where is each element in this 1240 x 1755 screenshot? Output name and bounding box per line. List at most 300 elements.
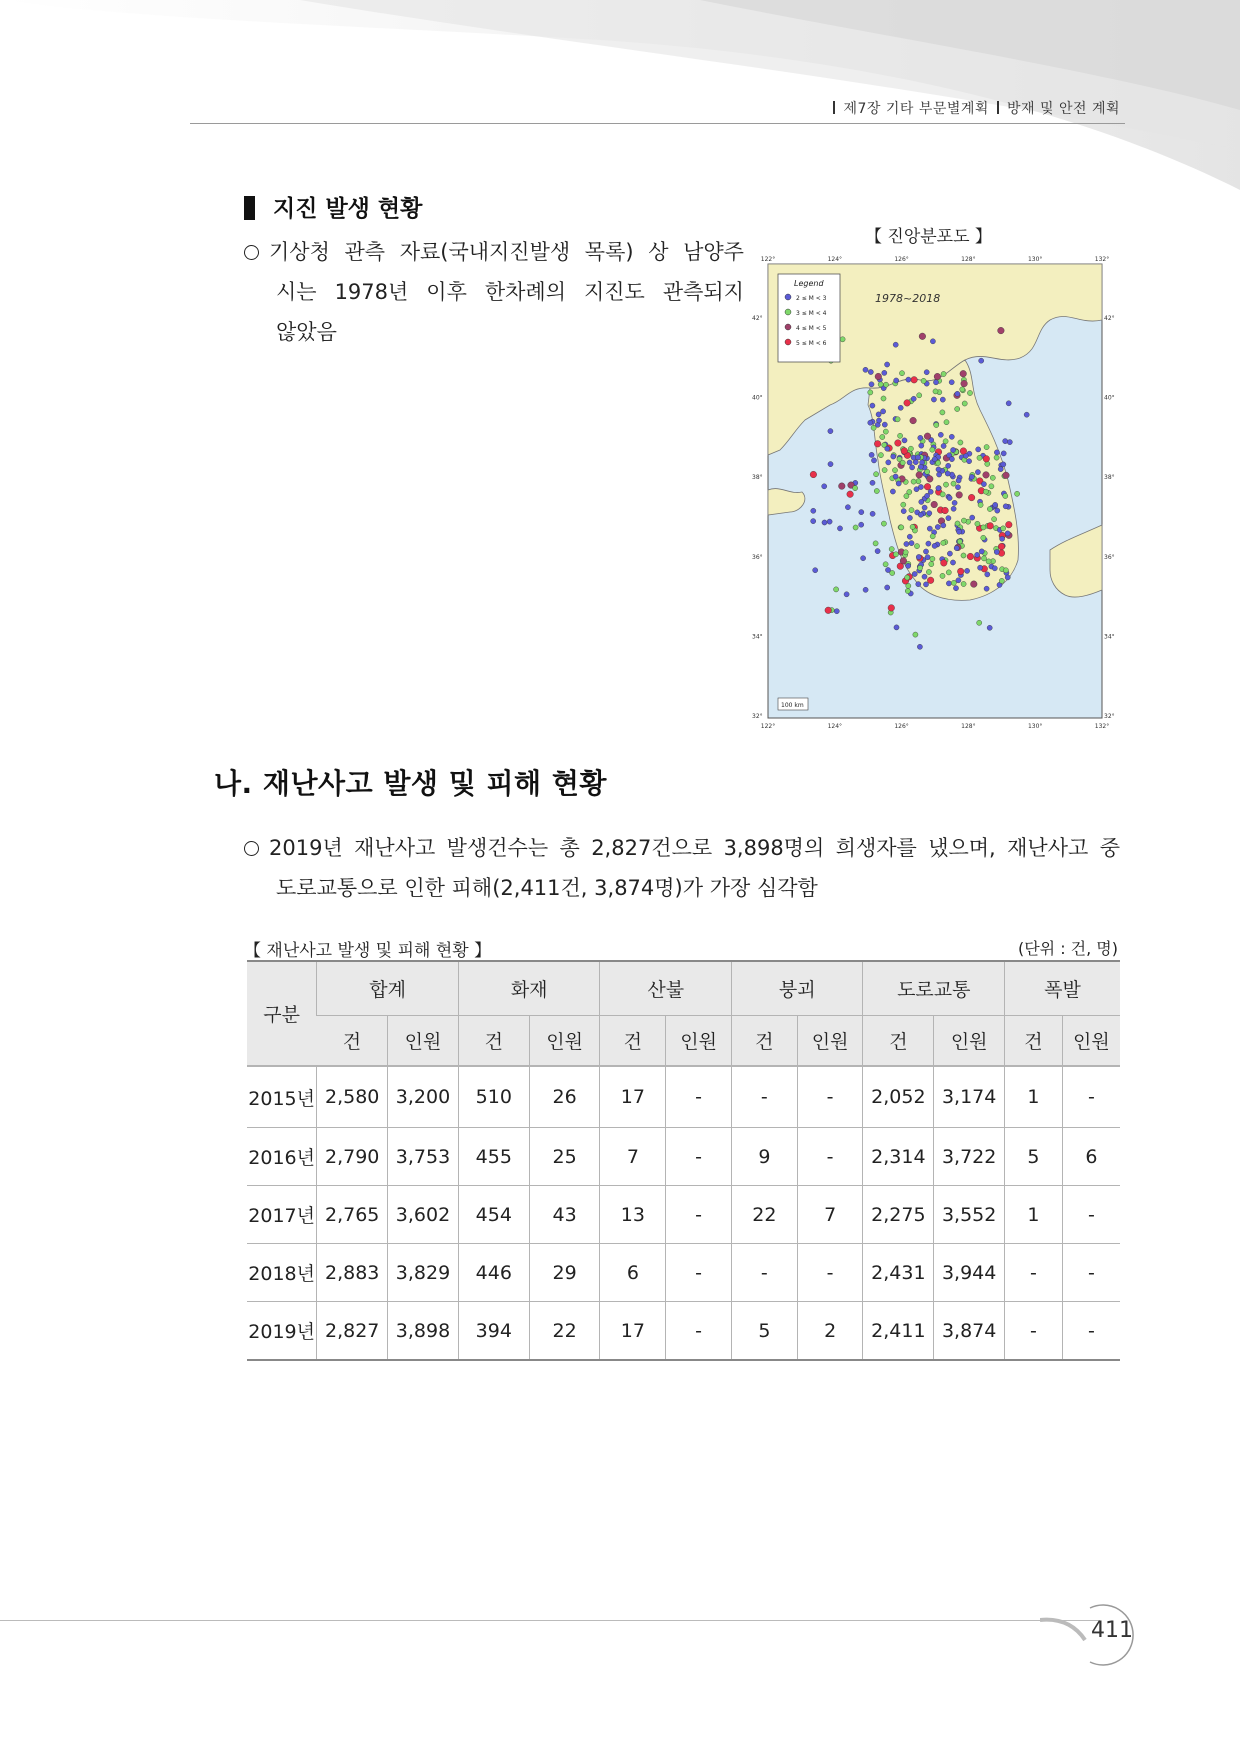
epicenter-dot (822, 520, 827, 525)
epicenter-dot (940, 397, 945, 402)
epicenter-dot (834, 609, 839, 614)
table-cell: - (1062, 1186, 1120, 1244)
map-legend-title: Legend (794, 279, 824, 288)
epicenter-dot (893, 552, 898, 557)
epicenter-dot (930, 556, 935, 561)
table-cell: 3,898 (388, 1302, 459, 1361)
paragraph-line (244, 272, 744, 312)
disaster-paragraph (244, 828, 1120, 908)
epicenter-dot (951, 506, 956, 511)
group-header-cell: 폭발 (1005, 961, 1120, 1016)
epicenter-dot (957, 529, 962, 534)
epicenter-dot (967, 390, 972, 395)
header-separator (997, 101, 999, 114)
epicenter-dot (1015, 491, 1020, 496)
table-cell: 3,552 (934, 1186, 1005, 1244)
table-cell: 2,883 (317, 1244, 388, 1302)
table-subheader-row (247, 1016, 1120, 1067)
epicenter-dot (925, 469, 930, 474)
epicenter-dot (945, 471, 950, 476)
epicenter-dot (909, 508, 914, 513)
epicenter-dot (934, 373, 941, 380)
legend-marker (785, 309, 791, 315)
legend-marker (785, 324, 791, 330)
longitude-label: 132° (1094, 723, 1110, 730)
epicenter-dot (904, 400, 911, 407)
epicenter-dot (891, 454, 896, 459)
table-cell: 7 (797, 1186, 863, 1244)
epicenter-map (750, 250, 1115, 733)
latitude-label: 34° (1104, 633, 1115, 641)
paragraph-line (244, 828, 1120, 868)
epicenter-dot (899, 525, 904, 530)
epicenter-dot (946, 516, 951, 521)
paragraph-word: 관측 (344, 240, 386, 264)
table-cell: - (1005, 1302, 1063, 1361)
epicenter-dot (946, 463, 951, 468)
paragraph-word: 3,898명의 (723, 836, 825, 860)
epicenter-dot (961, 553, 966, 558)
map-scale-label: 100 km (781, 702, 804, 709)
epicenter-dot (960, 448, 967, 455)
epicenter-dot (998, 327, 1005, 334)
epicenter-dot (935, 524, 940, 529)
table-cell: 17 (600, 1066, 666, 1128)
table-cell: 2,275 (863, 1186, 934, 1244)
table-header-row (247, 961, 1120, 1016)
epicenter-dot (871, 425, 876, 430)
epicenter-dot (941, 443, 946, 448)
map-period-label: 1978~2018 (875, 292, 941, 305)
epicenter-dot (844, 592, 849, 597)
epicenter-dot (927, 577, 934, 584)
table-cell: - (666, 1066, 732, 1128)
circle-bullet-icon (244, 245, 259, 260)
epicenter-dot (875, 373, 882, 380)
table-cell: 446 (458, 1244, 529, 1302)
epicenter-dot (894, 625, 899, 630)
epicenter-dot (908, 446, 913, 451)
table-cell: 1 (1005, 1186, 1063, 1244)
epicenter-dot (936, 467, 941, 472)
epicenter-dot (940, 492, 945, 497)
epicenter-dot (1003, 493, 1008, 498)
epicenter-dot (961, 518, 966, 523)
latitude-label: 38° (1104, 474, 1115, 482)
legend-label: 2 ≤ M < 3 (796, 295, 827, 302)
table-cell: 3,200 (388, 1066, 459, 1128)
latitude-label: 32° (752, 713, 763, 720)
longitude-label: 130° (1027, 723, 1043, 730)
epicenter-dot (929, 562, 934, 567)
paragraph-word: 관측되지 (662, 280, 744, 304)
epicenter-dot (941, 371, 946, 376)
epicenter-dot (1005, 531, 1010, 536)
sub-header-cell: 건 (317, 1016, 388, 1067)
epicenter-dot (994, 549, 999, 554)
paragraph-word (244, 828, 343, 868)
table-cell: 13 (600, 1186, 666, 1244)
epicenter-dot (990, 475, 995, 480)
epicenter-dot (984, 445, 989, 450)
epicenter-dot (940, 410, 945, 415)
epicenter-dot (926, 541, 931, 546)
epicenter-dot (975, 521, 980, 526)
epicenter-dot (911, 377, 918, 384)
table-cell: - (797, 1066, 863, 1128)
year-cell: 2018년 (247, 1244, 317, 1302)
epicenter-dot (901, 448, 908, 455)
epicenter-dot (940, 573, 945, 578)
legend-label: 3 ≤ M < 4 (796, 310, 827, 317)
longitude-label: 132° (1094, 256, 1110, 263)
epicenter-dot (911, 396, 916, 401)
epicenter-dot (932, 457, 937, 462)
epicenter-dot (994, 455, 999, 460)
epicenter-dot (927, 511, 932, 516)
table-cell: 455 (458, 1128, 529, 1186)
table-cell: 17 (600, 1302, 666, 1361)
table-row (247, 1066, 1120, 1128)
table-cell: - (797, 1244, 863, 1302)
paragraph-word: 한차례의 (484, 280, 566, 304)
sub-header-cell: 건 (1005, 1016, 1063, 1067)
epicenter-dot (981, 535, 986, 540)
epicenter-dot (811, 519, 816, 524)
epicenter-dot (956, 478, 961, 483)
table-cell: - (1005, 1244, 1063, 1302)
table-cell: 5 (731, 1302, 797, 1361)
epicenter-dot (882, 370, 887, 375)
header-rule (190, 123, 1125, 124)
epicenter-dot (901, 502, 906, 507)
epicenter-dot (960, 370, 967, 377)
epicenter-dot (869, 452, 874, 457)
table-cell: 1 (1005, 1066, 1063, 1128)
epicenter-dot (886, 460, 891, 465)
epicenter-dot (1007, 440, 1012, 445)
paragraph-word: 지진도 (583, 280, 645, 304)
epicenter-dot (967, 553, 974, 560)
epicenter-dot (834, 587, 839, 592)
epicenter-dot (930, 534, 935, 539)
table-cell: 3,174 (934, 1066, 1005, 1128)
epicenter-dot (863, 587, 868, 592)
epicenter-dot (928, 489, 933, 494)
epicenter-dot (825, 607, 832, 614)
epicenter-dot (913, 632, 918, 637)
epicenter-dot (941, 540, 946, 545)
epicenter-dot (895, 440, 902, 447)
paragraph-word: 자료(국내지진발생 (399, 240, 571, 264)
epicenter-dot (895, 417, 900, 422)
year-cell: 2017년 (247, 1186, 317, 1244)
epicenter-dot (822, 484, 827, 489)
legend-label: 5 ≤ M < 6 (796, 340, 827, 347)
paragraph-word: 목록) (584, 240, 634, 264)
epicenter-dot (876, 412, 881, 417)
epicenter-dot (975, 552, 980, 557)
table-unit: (단위 : 건, 명) (1017, 939, 1118, 958)
epicenter-dot (906, 583, 911, 588)
epicenter-dot (957, 568, 964, 575)
epicenter-dot (874, 441, 881, 448)
epicenter-dot (893, 342, 898, 347)
paragraph-word: 않았음 (276, 320, 337, 344)
epicenter-dot (950, 560, 955, 565)
epicenter-dot (1003, 568, 1008, 573)
epicenter-dot (870, 403, 875, 408)
table-cell: 3,753 (388, 1128, 459, 1186)
paragraph-word: 중 (1099, 836, 1120, 860)
epicenter-dot (905, 588, 910, 593)
sub-header-cell: 인원 (797, 1016, 863, 1067)
epicenter-dot (888, 605, 895, 612)
epicenter-dot (909, 541, 914, 546)
epicenter-dot (923, 549, 928, 554)
sub-header-cell: 건 (731, 1016, 797, 1067)
epicenter-dot (903, 550, 908, 555)
epicenter-dot (927, 526, 932, 531)
epicenter-dot (1006, 521, 1013, 528)
latitude-label: 36° (752, 553, 763, 561)
epicenter-dot (899, 371, 904, 376)
epicenter-dot (1024, 412, 1029, 417)
epicenter-dot (958, 440, 963, 445)
table-cell: 7 (600, 1128, 666, 1186)
table-cell: - (666, 1302, 732, 1361)
group-header-cell: 합계 (317, 961, 459, 1016)
table-cell: 9 (731, 1128, 797, 1186)
epicenter-dot (923, 582, 928, 587)
epicenter-dot (954, 546, 959, 551)
table-cell: 43 (529, 1186, 600, 1244)
table-cell: 6 (1062, 1128, 1120, 1186)
table-row (247, 1128, 1120, 1186)
epicenter-dot (827, 519, 832, 524)
epicenter-dot (984, 586, 989, 591)
epicenter-dot (885, 362, 890, 367)
epicenter-dot (949, 457, 954, 462)
latitude-label: 38° (752, 474, 763, 482)
epicenter-dot (917, 393, 922, 398)
longitude-label: 124° (827, 256, 843, 263)
table-cell: 2,827 (317, 1302, 388, 1361)
epicenter-dot (955, 391, 960, 396)
table-cell: - (666, 1186, 732, 1244)
group-header-cell: 화재 (458, 961, 600, 1016)
circle-bullet-icon (244, 841, 259, 856)
table-cell: - (1062, 1302, 1120, 1361)
epicenter-dot (924, 370, 929, 375)
paragraph-line (244, 312, 744, 352)
epicenter-dot (863, 367, 868, 372)
epicenter-dot (1003, 439, 1008, 444)
epicenter-dot (933, 389, 938, 394)
epicenter-dot (985, 572, 990, 577)
sub-header-cell: 인원 (1062, 1016, 1120, 1067)
sub-header-cell: 인원 (529, 1016, 600, 1067)
epicenter-dot (828, 429, 833, 434)
paragraph-word: 희생자를 (835, 836, 917, 860)
table-cell: - (666, 1128, 732, 1186)
epicenter-dot (1003, 504, 1008, 509)
table-cell: 454 (458, 1186, 529, 1244)
epicenter-dot (914, 544, 919, 549)
longitude-label: 126° (894, 723, 909, 730)
table-cell: - (797, 1128, 863, 1186)
epicenter-dot (967, 459, 972, 464)
epicenter-dot (946, 570, 951, 575)
table-cell: 6 (600, 1244, 666, 1302)
table-body (247, 1066, 1120, 1360)
sub-header-cell: 건 (863, 1016, 934, 1067)
epicenter-dot (947, 495, 952, 500)
epicenter-dot (878, 382, 883, 387)
sub-header-cell: 인원 (666, 1016, 732, 1067)
epicenter-dot (919, 443, 924, 448)
epicenter-dot (907, 534, 912, 539)
table-row (247, 1244, 1120, 1302)
table-cell: 29 (529, 1244, 600, 1302)
epicenter-dot (999, 578, 1004, 583)
latitude-label: 42° (1104, 315, 1115, 322)
epicenter-dot (853, 486, 858, 491)
epicenter-dot (811, 508, 816, 513)
epicenter-dot (977, 620, 982, 625)
epicenter-dot (845, 505, 850, 510)
epicenter-dot (936, 486, 941, 491)
epicenter-dot (925, 493, 930, 498)
paragraph-word: 남양주 (683, 240, 744, 264)
epicenter-dot (918, 565, 923, 570)
table-cell: 2 (797, 1302, 863, 1361)
table-cell: 22 (529, 1302, 600, 1361)
epicenter-dot (847, 491, 854, 498)
table-row (247, 1302, 1120, 1361)
epicenter-dot (919, 333, 926, 340)
latitude-label: 40° (752, 394, 763, 402)
epicenter-dot (934, 422, 939, 427)
epicenter-dot (813, 568, 818, 573)
paragraph-word: 이후 (426, 280, 467, 304)
epicenter-dot (916, 479, 921, 484)
epicenter-dot (931, 501, 938, 508)
epicenter-dot (927, 476, 934, 483)
epicenter-dot (907, 489, 912, 494)
epicenter-dot (931, 397, 936, 402)
epicenter-dot (918, 435, 923, 440)
table-cell: 2,765 (317, 1186, 388, 1244)
table-cell: 3,874 (934, 1302, 1005, 1361)
epicenter-dot (946, 581, 951, 586)
epicenter-dot (978, 565, 983, 570)
paragraph-word: 재난사고 (354, 836, 436, 860)
epicenter-dot (961, 380, 968, 387)
epicenter-dot (938, 432, 943, 437)
disaster-table (247, 960, 1120, 1361)
epicenter-dot (892, 468, 897, 473)
epicenter-dot (885, 446, 890, 451)
year-cell: 2019년 (247, 1302, 317, 1361)
epicenter-dot (993, 502, 998, 507)
longitude-label: 126° (894, 256, 909, 263)
epicenter-dot (951, 580, 956, 585)
epicenter-dot (883, 562, 888, 567)
epicenter-dot (868, 420, 873, 425)
epicenter-dot (941, 560, 948, 567)
row-header-cell: 구분 (247, 961, 317, 1066)
epicenter-dot (953, 586, 958, 591)
paragraph-line (244, 232, 744, 272)
paragraph-line: 도로교통으로 인한 피해(2,411건, 3,874명)가 가장 심각함 (276, 876, 818, 900)
epicenter-dot (986, 559, 991, 564)
legend-marker (785, 339, 791, 345)
section-title-text: 지진 발생 현황 (273, 196, 423, 222)
epicenter-dot (930, 339, 935, 344)
epicenter-dot (918, 464, 923, 469)
epicenter-dot (918, 512, 923, 517)
table-row (247, 1186, 1120, 1244)
paragraph-word-text: 2019년 (269, 836, 343, 860)
table-cell: 22 (731, 1186, 797, 1244)
epicenter-dot (932, 543, 937, 548)
epicenter-dot (870, 480, 875, 485)
epicenter-dot (900, 460, 905, 465)
longitude-label: 122° (760, 723, 776, 730)
epicenter-dot (952, 500, 957, 505)
epicenter-dot (898, 433, 903, 438)
longitude-label: 130° (1027, 256, 1043, 263)
epicenter-dot (941, 523, 946, 528)
epicenter-dot (906, 377, 911, 382)
group-header-cell: 붕괴 (731, 961, 863, 1016)
epicenter-dot (981, 556, 986, 561)
epicenter-dot (955, 521, 960, 526)
epicenter-dot (961, 581, 966, 586)
header-separator (833, 101, 835, 114)
epicenter-dot (921, 378, 926, 383)
epicenter-dot (970, 515, 975, 520)
epicenter-dot (969, 474, 974, 479)
epicenter-dot (859, 510, 864, 515)
table-cell: 2,790 (317, 1128, 388, 1186)
epicenter-dot (922, 574, 927, 579)
epicenter-dot (853, 525, 858, 530)
epicenter-dot (910, 417, 917, 424)
table-cell: - (666, 1244, 732, 1302)
epicenter-dot (828, 462, 833, 467)
latitude-label: 34° (752, 633, 763, 641)
table-cell: 5 (1005, 1128, 1063, 1186)
epicenter-dot (907, 515, 912, 520)
epicenter-dot (979, 549, 984, 554)
table-cell: - (1062, 1244, 1120, 1302)
epicenter-dot (878, 453, 883, 458)
paragraph-word: 1978년 (334, 280, 409, 304)
table-cell: 26 (529, 1066, 600, 1128)
table-cell: 2,431 (863, 1244, 934, 1302)
epicenter-dot (977, 455, 982, 460)
epicenter-dot (983, 472, 990, 479)
epicenter-dot (875, 549, 880, 554)
epicenter-dot (916, 554, 921, 559)
epicenter-dot (998, 543, 1005, 550)
paragraph-word: 냈으며, (928, 836, 996, 860)
group-header-cell: 산불 (600, 961, 732, 1016)
year-cell: 2016년 (247, 1128, 317, 1186)
epicenter-dot (861, 556, 866, 561)
